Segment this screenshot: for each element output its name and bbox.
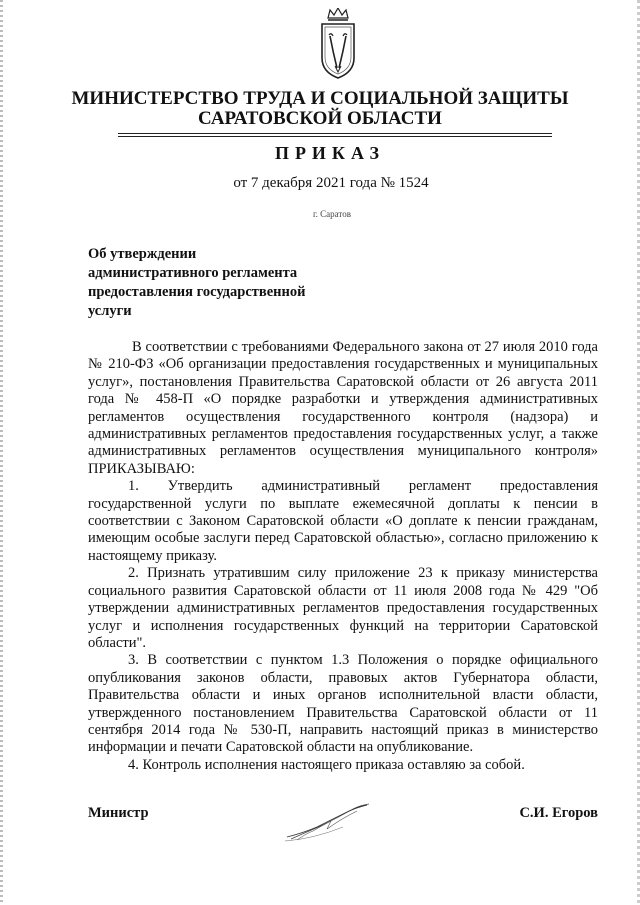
subject-line: услуги — [88, 303, 132, 319]
order-item-4: 4. Контроль исполнения настоящего приказа оставляю за собой. — [128, 756, 525, 773]
order-body — [88, 339, 598, 774]
header-rule — [118, 133, 552, 134]
scan-edge-left — [0, 0, 3, 905]
order-subject — [88, 245, 348, 321]
order-city: г. Саратов — [313, 209, 351, 219]
subject-line: Об утверждении — [88, 246, 197, 262]
handwritten-signature-icon — [283, 803, 373, 843]
signatory-name: С.И. Егоров — [519, 805, 598, 821]
order-title: ПРИКАЗ — [274, 143, 386, 163]
subject-line: административного регламента — [88, 265, 298, 281]
order-item-3: 3. В соответствии с пунктом 1.3 Положения о порядке официального опубликования законов области, правовых актов Губернатора области, Правительства области и иных органов исполнительной власти области, утвержденного постановлением Правительства Саратовской области от 11 сентября 2014 года № 530-П, направить настоящий приказ в министерство информации и печати Саратовской области на опубликование. — [88, 652, 598, 756]
ministry-name-line1: МИНИСТЕРСТВО ТРУДА И СОЦИАЛЬНОЙ ЗАЩИТЫ — [71, 88, 569, 109]
order-item-1: 1. Утвердить административный регламент предоставления государственной услуги по выплате ежемесячной доплаты к пенсии в соответствии с Законом Саратовской области «О доплате к пенсии гражданам, имеющим особые заслуги перед Саратовской областью», согласно приложению к настоящему приказу. — [88, 478, 598, 564]
coat-of-arms-icon — [316, 8, 360, 82]
ministry-name-line2: САРАТОВСКОЙ ОБЛАСТИ — [198, 108, 442, 129]
header-rule-thin — [118, 136, 552, 137]
order-item-2: 2. Признать утратившим силу приложение 23 к приказу министерства социального развития Саратовской области от 11 июля 2008 года № 429 "Об утверждении административных регламентов предоставления государственных услуг и исполнения государственных функций на территории Саратовской области". — [88, 565, 598, 651]
order-date-number: от 7 декабря 2021 года № 1524 — [233, 175, 429, 191]
signatory-position: Министр — [88, 805, 149, 821]
subject-line: предоставления государственной — [88, 284, 306, 300]
body-intro: В соответствии с требованиями Федерального закона от 27 июля 2010 года № 210-ФЗ «Об организации предоставления государственных и муниципальных услуг», постановления Правительства Саратовской области от 26 августа 2011 года № 458-П «О порядке разработки и утверждения административных регламентов осуществления государственного контроля (надзора) и административных регламентов предоставления государственных услуг, а также административных регламентов осуществления муниципального контроля» ПРИКАЗЫВАЮ: — [88, 339, 598, 477]
